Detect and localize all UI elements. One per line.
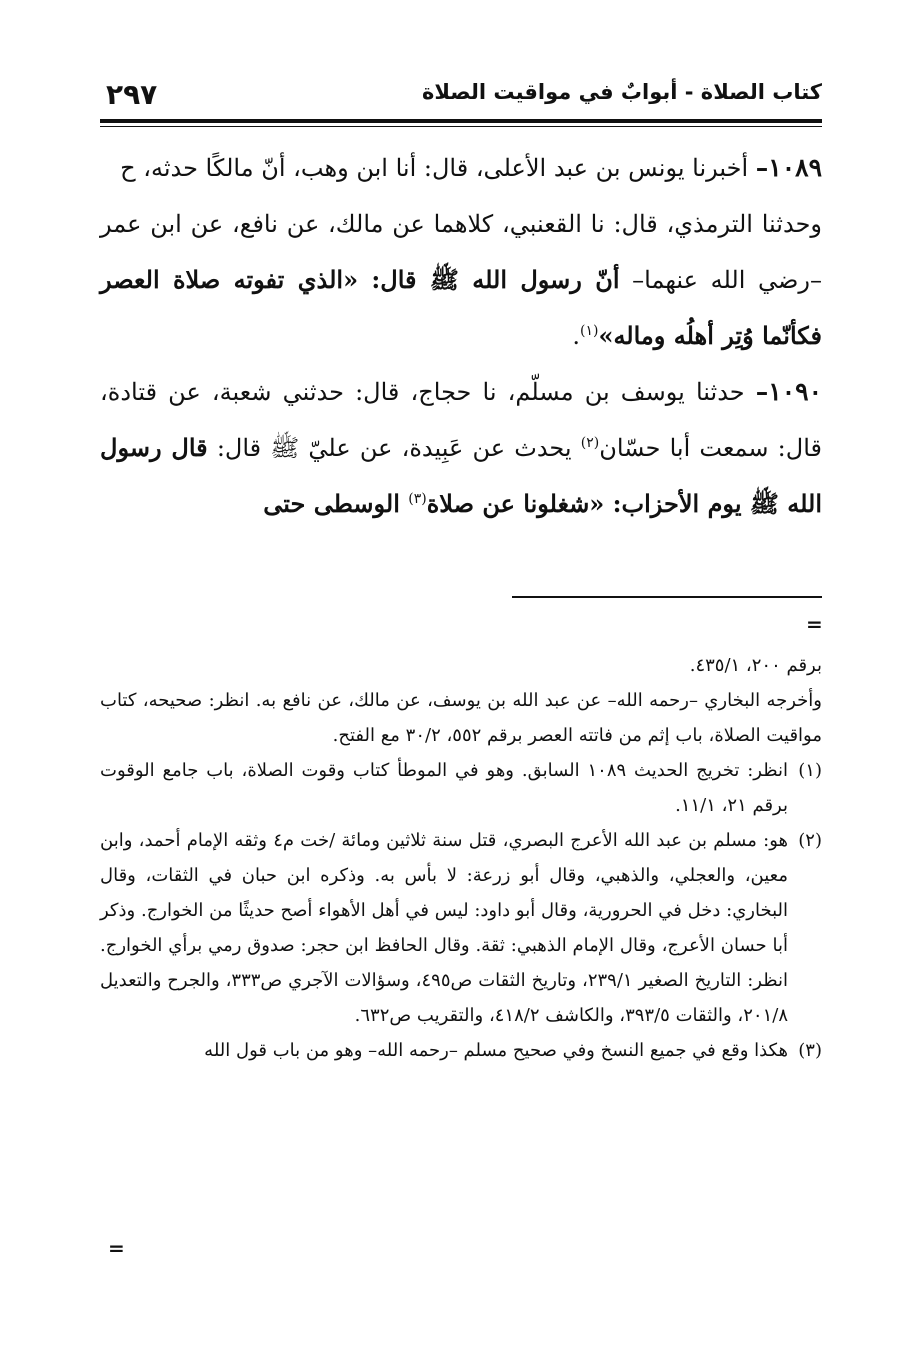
chain-text: وحدثنا الترمذي، قال: نا القعنبي، كلاهما عن مالك، عن نافع، عن ابن عمر –رضي الله عنهما–: [100, 210, 823, 294]
continuation-mark-bottom: =: [108, 1236, 125, 1260]
footnote-1-marker: (١): [798, 760, 822, 781]
hadith-matn-bold: أنّ رسول الله ﷺ قال: «الذي تفوته صلاة العصر فكأنّما وُتِر أهلُه وماله»: [100, 265, 822, 350]
footnote-3: [100, 1033, 822, 1068]
period: .: [572, 322, 580, 350]
footnote-2: [100, 823, 822, 1033]
footnote-separator: [512, 596, 822, 598]
hadith-1089: [100, 140, 822, 196]
hadith-1090-chain-cont: يحدث عن عَبِيدة، عن عليّ ﷺ قال:: [207, 434, 581, 462]
header-rule-thin: [100, 126, 822, 127]
page-header: [100, 80, 822, 118]
footnote-continued-line: برقم ٢٠٠، ٤٣٥/١.: [689, 655, 822, 676]
hadith-1090-chain: حدثنا يوسف بن مسلّم، نا حجاج، قال: حدثني شعبة، عن قتادة، قال: سمعت أبا حسّان: [100, 378, 822, 462]
header-rule-thick: [100, 119, 822, 123]
footnote-ref-2: (٢): [580, 435, 600, 451]
hadith-1090: [100, 364, 822, 532]
hadith-1089-second-chain: [100, 196, 822, 364]
hadith-1090-matn-bold-end: الوسطى حتى: [263, 489, 409, 518]
footnote-3-text: هكذا وقع في جميع النسخ وفي صحيح مسلم –رحمه الله– وهو من باب قول الله: [204, 1040, 788, 1061]
footnote-3-marker: (٣): [798, 1040, 822, 1061]
footnote-1: [100, 753, 822, 823]
hadith-1090-matn-bold: قال رسول الله ﷺ يوم الأحزاب: «شغلونا عن صلاة: [100, 433, 822, 518]
hadith-number-1089: ١٠٨٩–: [755, 153, 822, 182]
footnote-2-marker: (٢): [798, 830, 822, 851]
hadith-1089-text: أخبرنا يونس بن عبد الأعلى، قال: أنا ابن وهب، أنّ مالكًا حدثه، ح: [120, 154, 756, 182]
footnote-ref-3: (٣): [408, 491, 427, 507]
footnotes: [100, 648, 822, 1068]
main-text: [100, 140, 822, 532]
hadith-number-1090: ١٠٩٠–: [755, 377, 822, 406]
running-title: كتاب الصلاة - أبوابٌ في مواقيت الصلاة: [421, 80, 822, 104]
continuation-mark-top: =: [806, 612, 823, 636]
footnote-2-text: هو: مسلم بن عبد الله الأعرج البصري، قتل سنة ثلاثين ومائة /خت م٤ وثقه الإمام أحمد، وابن معين، والعجلي، والذهبي، وقال أبو زرعة: لا بأس به. وذكره ابن حبان في الثقات، وقال البخاري: دخل في الحرورية، وقال أبو داود: ليس في أهل الأهواء أصح حديثًا من الخوارج. وذكر أبا حسان الأعرج، وقال الإمام الذهبي: ثقة. وقال الحافظ ابن حجر: صدوق رمي برأي الخوارج. انظر: التاريخ الصغير ٢٣٩/١، وتاريخ الثقات ص٤٩٥، وسؤالات الآجري ص٣٣٣، والجرح والتعديل ٢٠١/٨، والثقات ٣٩٣/٥، والكاشف ٤١٨/٢، والتقريب ص٦٣٢.: [100, 830, 789, 1026]
footnote-1-text: انظر: تخريج الحديث ١٠٨٩ السابق. وهو في الموطأ كتاب وقوت الصلاة، باب جامع الوقوت برقم ٢١، ١١/١.: [100, 760, 788, 816]
footnote-continued-paragraph: وأخرجه البخاري –رحمه الله– عن عبد الله بن يوسف، عن مالك، عن نافع به. انظر: صحيحه، كتاب مواقيت الصلاة، باب إثم من فاتته العصر برقم ٥٥٢، ٣٠/٢ مع الفتح.: [100, 690, 822, 746]
page-number: ٢٩٧: [106, 78, 158, 111]
footnote-ref-1: (١): [579, 323, 599, 339]
